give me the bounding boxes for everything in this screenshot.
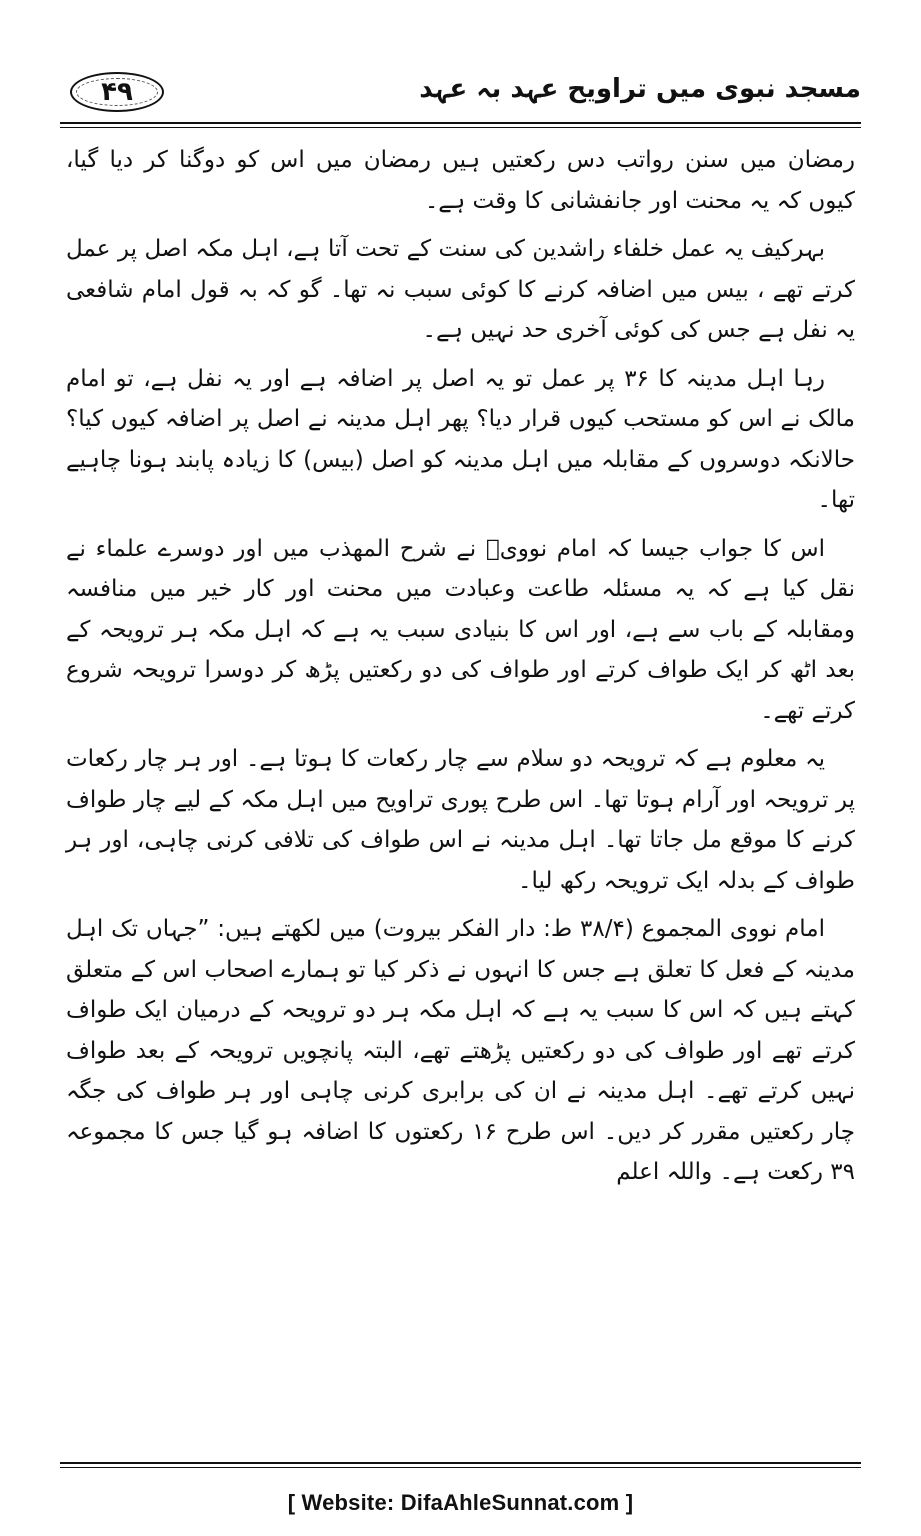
paragraph-3: رہا اہل مدینہ کا ۳۶ پر عمل تو یہ اصل پر اضافہ ہے اور یہ نفل ہے، تو امام مالک نے اس کو مستحب کیوں قرار دیا؟ پھر اہل مدینہ نے اصل پر اضافہ کیوں کیا؟ حالانکہ دوسروں کے مقابلہ میں اہل مدینہ کو اصل (بیس) کا زیادہ پابند ہونا چاہیے تھا۔ [66,365,855,513]
body-text [66,140,855,1201]
header-rule [60,122,861,124]
paragraph-1: رمضان میں سنن رواتب دس رکعتیں ہیں رمضان میں اس کو دوگنا کر دیا گیا، کیوں کہ یہ محنت اور جانفشانی کا وقت ہے۔ [66,147,855,214]
page-number: ۴۹ [101,77,133,107]
footer-rule [60,1462,861,1464]
paragraph-4: اس کا جواب جیسا کہ امام نوویؒ نے شرح المھذب میں اور دوسرے علماء نے نقل کیا ہے کہ یہ مسئلہ طاعت وعبادت میں محنت اور کار خیر میں منافسہ ومقابلہ کے باب سے ہے، اور اس کا بنیادی سبب یہ ہے کہ اہل مکہ ہر ترویحہ کے بعد اٹھ کر ایک طواف کرتے اور طواف کی دو رکعتیں پڑھ کر دوسرا ترویحہ شروع کرتے تھے۔ [66,535,855,724]
header-rule-thin [60,127,861,128]
running-title: مسجد نبوی میں تراویح عہد بہ عہد [419,74,861,104]
page-number-badge [70,72,164,112]
paragraph-2: بہرکیف یہ عمل خلفاء راشدین کی سنت کے تحت آتا ہے، اہل مکہ اصل پر عمل کرتے تھے ، بیس میں اضافہ کرنے کا کوئی سبب نہ تھا۔ گو کہ بہ قول امام شافعی یہ نفل ہے جس کی کوئی آخری حد نہیں ہے۔ [66,236,855,343]
page-header [60,68,861,116]
paragraph-6: امام نووی المجموع (۳۸/۴ ط: دار الفکر بیروت) میں لکھتے ہیں: ”جہاں تک اہل مدینہ کے فعل کا تعلق ہے جس کا انہوں نے ذکر کیا تو ہمارے اصحاب اس کے متعلق کہتے ہیں کہ اس کا سبب یہ ہے کہ اہل مکہ ہر دو ترویحہ کے درمیان ایک طواف کرتے تھے اور طواف کی دو رکعتیں پڑھتے تھے، البتہ پانچویں ترویحہ کے بعد طواف نہیں کرتے تھے۔ اہل مدینہ نے ان کی برابری کرنی چاہی اور ہر طواف کی جگہ چار رکعتیں مقرر کر دیں۔ اس طرح ۱۶ رکعتوں کا اضافہ ہو گیا جس کا مجموعہ ۳۹ رکعت ہے۔ واللہ اعلم [66,916,855,1185]
paragraph-5: یہ معلوم ہے کہ ترویحہ دو سلام سے چار رکعات کا ہوتا ہے۔ اور ہر چار رکعات پر ترویحہ اور آرام ہوتا تھا۔ اس طرح پوری تراویح میں اہل مکہ کے لیے چار طواف کرنے کا موقع مل جاتا تھا۔ اہل مدینہ نے اس طواف کی تلافی کرنی چاہی، اور ہر طواف کے بدلہ ایک ترویحہ رکھ لیا۔ [66,746,855,894]
footer-rule-thin [60,1467,861,1468]
website-footer: [ Website: DifaAhleSunnat.com ] [287,1490,634,1515]
